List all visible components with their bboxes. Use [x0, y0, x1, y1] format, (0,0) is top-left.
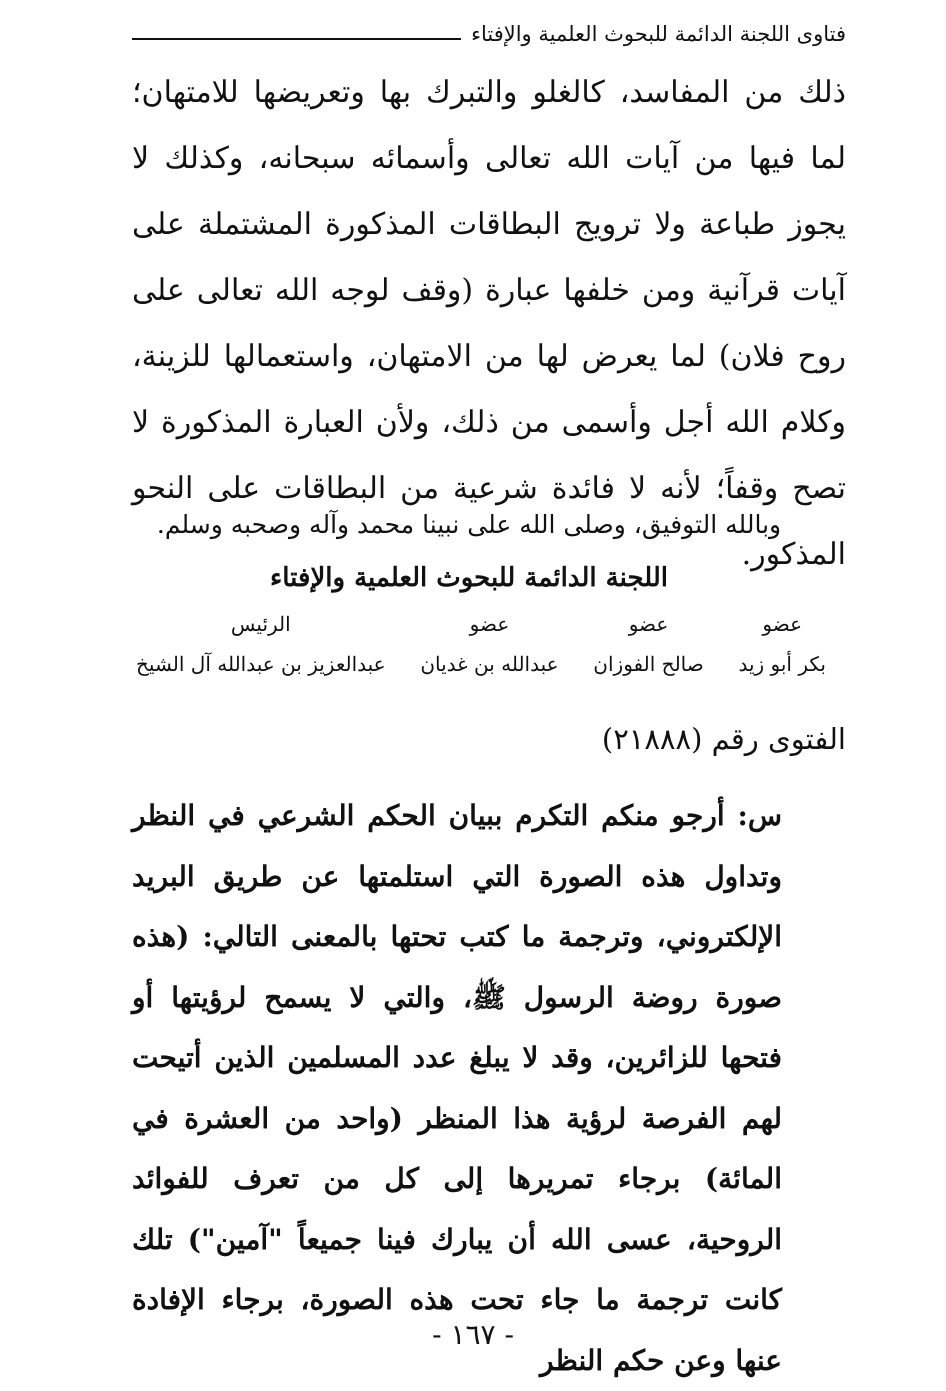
signatory-abdulaziz-al-sheikh [136, 608, 386, 688]
closing-line: وبالله التوفيق، وصلى الله على نبينا محمد وآله وصحبه وسلم. [156, 510, 782, 539]
running-header [132, 22, 846, 46]
answer-paragraph: ذلك من المفاسد، كالغلو والتبرك بها وتعريضها للامتهان؛ لما فيها من آيات الله تعالى وأسمائه سبحانه، وكذلك لا يجوز طباعة ولا ترويج البطاقات المذكورة المشتملة على آيات قرآنية ومن خلفها عبارة (وقف لوجه الله تعالى على روح فلان) لما يعرض لها من الامتهان، واستعمالها للزينة، وكلام الله أجل وأسمى من ذلك، ولأن العبارة المذكورة لا تصح وقفاً؛ لأنه لا فائدة شرعية من البطاقات على النحو المذكور. [132, 75, 846, 572]
question-paragraph: س: أرجو منكم التكرم ببيان الحكم الشرعي في النظر وتداول هذه الصورة التي استلمتها عن طريق البريد الإلكتروني، وترجمة ما كتب تحتها بالمعنى التالي: (هذه صورة روضة الرسول ﷺ، والتي لا يسمح لرؤيتها أو فتحها للزائرين، وقد لا يبلغ عدد المسلمين الذين أتيحت لهم الفرصة لرؤية هذا المنظر (واحد من العشرة في المائة) برجاء تمريرها إلى كل من تعرف للفوائد الروحية، عسى الله أن يبارك فينا جميعاً "آمين") تلك كانت ترجمة ما جاء تحت هذه الصورة، برجاء الإفادة عنها وعن حكم النظر [132, 799, 782, 1377]
signatures-block [136, 608, 826, 688]
signatory-bakr-abu-zaid [738, 608, 826, 688]
signatory-role: عضو [469, 612, 510, 636]
signatory-name: بكر أبو زيد [738, 652, 826, 676]
signatory-name: عبدالله بن غديان [420, 652, 559, 676]
running-title: فتاوى اللجنة الدائمة للبحوث العلمية والإفتاء [471, 22, 846, 46]
signatory-role: عضو [762, 612, 803, 636]
signatory-saleh-alfawzan [593, 608, 703, 688]
fatwa-answer-text [132, 60, 846, 588]
page-number: - ١٦٧ - [432, 1318, 514, 1351]
signatory-role: عضو [628, 612, 669, 636]
fatwa-number: الفتوى رقم (٢١٨٨٨) [601, 722, 846, 756]
signatory-abdullah-ghudayan [420, 608, 558, 688]
fatwa-question-text [132, 786, 782, 1391]
signatory-name: عبدالعزيز بن عبدالله آل الشيخ [136, 652, 386, 676]
committee-name: اللجنة الدائمة للبحوث العلمية والإفتاء [270, 563, 668, 593]
header-rule [132, 38, 461, 40]
signatory-name: صالح الفوزان [593, 652, 704, 676]
signatory-role: الرئيس [230, 612, 291, 636]
